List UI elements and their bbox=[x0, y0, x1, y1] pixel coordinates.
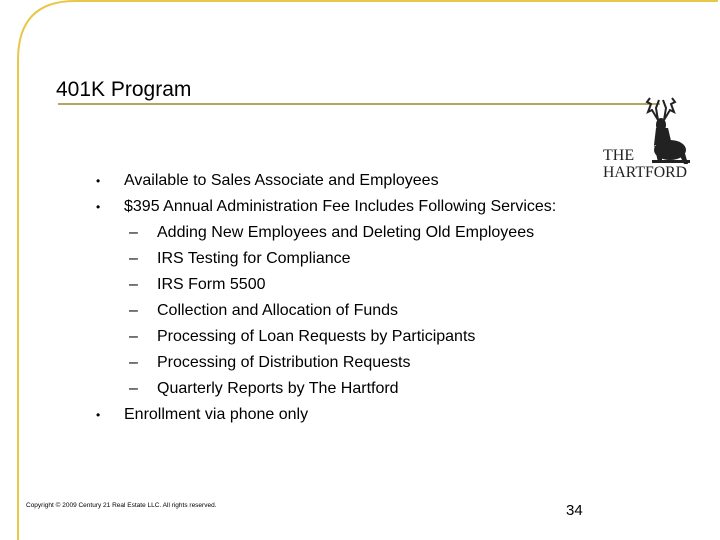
sub-bullet-text: Collection and Allocation of Funds bbox=[157, 302, 399, 319]
sub-bullet-text: Quarterly Reports by The Hartford bbox=[157, 380, 399, 397]
bullet-text: Available to Sales Associate and Employees bbox=[124, 172, 439, 189]
sub-bullet-marker: – bbox=[129, 302, 138, 319]
sub-bullet-text: Processing of Loan Requests by Participants bbox=[157, 328, 476, 345]
sub-bullet-text: IRS Testing for Compliance bbox=[157, 250, 351, 267]
logo-line1: THE bbox=[603, 147, 635, 164]
sub-bullet-marker: – bbox=[129, 224, 138, 241]
bullet-marker: • bbox=[96, 200, 101, 214]
sub-bullet-text: IRS Form 5500 bbox=[157, 276, 266, 293]
bullet-text: $395 Annual Administration Fee Includes Following Services: bbox=[124, 198, 557, 215]
sub-bullet-text: Adding New Employees and Deleting Old Employees bbox=[157, 224, 535, 241]
slide-title: 401K Program bbox=[56, 78, 192, 101]
bullet-marker: • bbox=[96, 174, 101, 188]
sub-bullet-marker: – bbox=[129, 276, 138, 293]
sub-bullet-marker: – bbox=[129, 328, 138, 345]
logo-line2: HARTFORD bbox=[603, 164, 687, 180]
stag-icon bbox=[647, 98, 690, 164]
hartford-logo bbox=[598, 90, 690, 180]
sub-bullet-text: Processing of Distribution Requests bbox=[157, 354, 411, 371]
sub-bullet-marker: – bbox=[129, 380, 138, 397]
page-number: 34 bbox=[566, 502, 583, 519]
sub-bullet-marker: – bbox=[129, 250, 138, 267]
bullet-text: Enrollment via phone only bbox=[124, 406, 309, 423]
bullet-marker: • bbox=[96, 408, 101, 422]
footer-copyright: Copyright © 2009 Century 21 Real Estate LLC. All rights reserved. bbox=[26, 502, 217, 509]
sub-bullet-marker: – bbox=[129, 354, 138, 371]
